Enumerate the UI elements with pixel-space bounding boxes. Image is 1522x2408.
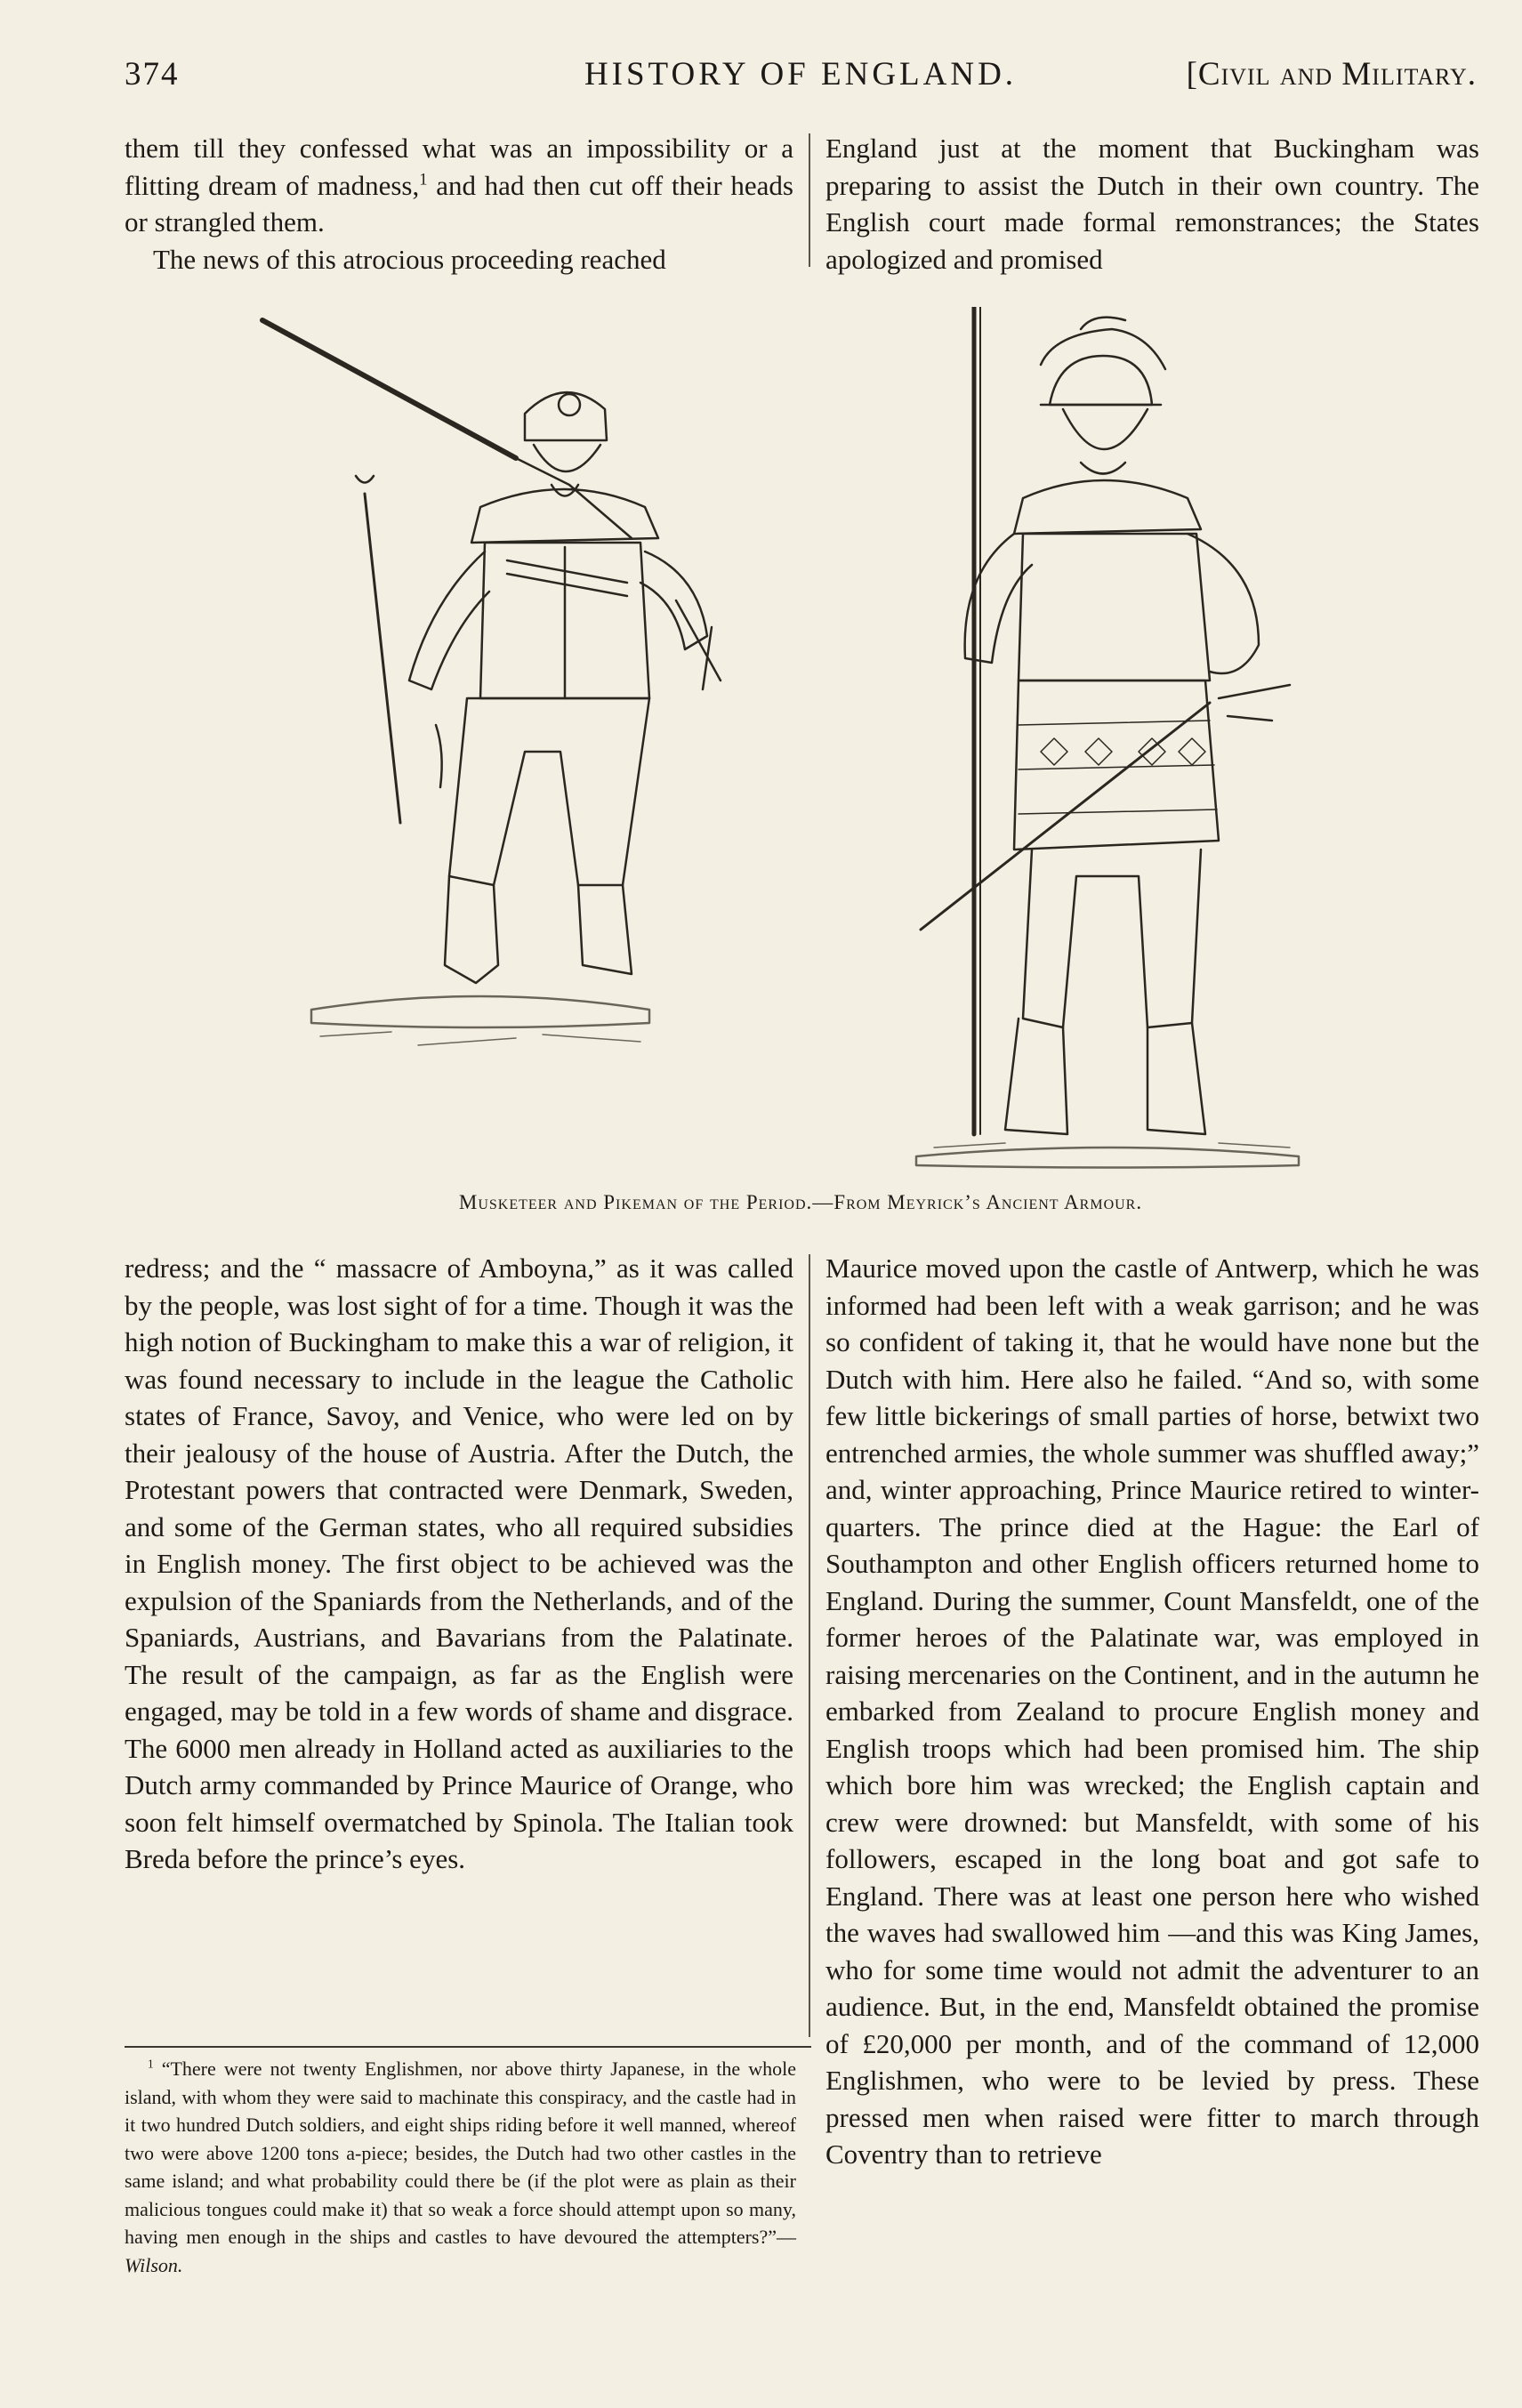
musket-icon xyxy=(262,320,516,458)
footnote-rule xyxy=(125,2046,811,2048)
paragraph xyxy=(125,130,793,241)
running-title: HISTORY OF ENGLAND. xyxy=(584,56,1018,93)
plume-icon xyxy=(1041,329,1165,369)
top-right-column xyxy=(825,130,1479,278)
footnote-number: 1 xyxy=(148,2057,154,2071)
paragraph-text: and had then cut off their heads or strangled them. xyxy=(125,169,793,238)
illustration xyxy=(258,307,1317,1170)
bottom-right-column xyxy=(825,1250,1479,2173)
bottom-left-column xyxy=(125,1250,793,1878)
collar-icon xyxy=(1014,480,1201,534)
helmet-icon xyxy=(525,392,607,440)
paragraph: redress; and the “ massacre of Amboyna,” as it was called by the people, was lost sight of for a time. Though it was the high notion of Buckingham to make this a war of religion, it was found necessary to include in the league the Catholic states of France, Savoy, and Venice, who were led on by their jealousy of the house of Austria. After the Dutch, the Protestant powers that contracted were Denmark, Sweden, and some of the German states, who all required subsidies in English money. The first object to be achieved was the expulsion of the Spaniards from the Netherlands, and of the Spaniards, Austrians, and Bavarians from the Palatinate. The result of the campaign, as far as the English were engaged, may be told in a few words of shame and disgrace. The 6000 men already in Holland acted as auxiliaries to the Dutch army commanded by Prince Maurice of Orange, who soon felt himself overmatched by Spinola. The Italian took Breda before the prince’s eyes. xyxy=(125,1252,793,1874)
pikeman-figure xyxy=(916,307,1299,1168)
section-title: [Civil and Military. xyxy=(1186,56,1477,93)
footnote xyxy=(125,2055,796,2279)
paragraph: The news of this atrocious proceeding reached xyxy=(153,243,666,275)
collar-icon xyxy=(471,489,658,543)
running-header xyxy=(125,55,1477,100)
helmet-icon xyxy=(1050,356,1152,405)
figure-caption: Musketeer and Pikeman of the Period.—From Meyrick’s Ancient Armour. xyxy=(458,1191,1143,1213)
paragraph-text: them till they confessed what was an impossibility or a flitting dream of madness, xyxy=(125,133,793,201)
footnote-attribution: Wilson. xyxy=(125,2253,183,2276)
column-rule xyxy=(809,1254,810,2037)
column-rule xyxy=(809,133,810,267)
page-number: 374 xyxy=(125,56,180,93)
paragraph: Maurice moved upon the castle of Antwerp, which he was informed had been left with a weak garrison; and he was so confident of taking it, that he would have none but the Dutch with him. Here also he failed. “And so, with some few little bickerings of small parties of horse, betwixt two entrenched armies, the whole summer was shuffled away;” and, winter approaching, Prince Maurice retired to winter-quarters. The prince died at the Hague: the Earl of Southampton and other English officers returned home to England. During the summer, Count Mansfeldt, one of the former heroes of the Palatinate war, was employed in raising mercenaries on the Continent, and in the autumn he embarked from Zealand to procure English money and English troops which had been promised him. The ship which bore him was wrecked; the English captain and crew were drowned: but Mansfeldt, with some of his followers, escaped in the long boat and got safe to England. There was at least one person here who wished the waves had swallowed him —and this was King James, who for some time would not admit the adventurer to an audience. But, in the end, Mansfeldt obtained the promise of £20,000 per month, and of the command of 12,000 Englishmen, who were to be levied by press. These pressed men when raised were fitter to march through Coventry than to retrieve xyxy=(825,1252,1479,2170)
top-left-column xyxy=(125,130,793,278)
footnote-text xyxy=(125,2055,796,2279)
musketeer-figure xyxy=(262,320,721,1045)
paragraph: England just at the moment that Buckingham was preparing to assist the Dutch in their own country. The English court made formal remonstrances; the States apologized and promised xyxy=(825,133,1479,275)
footnote-body: “There were not twenty Englishmen, nor above thirty Japanese, in the whole island, with whom they were said to machinate this conspiracy, and the castle had in it two hundred Dutch soldiers, and eight ships riding before it well manned, whereof two were above 1200 tons a-piece; besides, the Dutch had two other castles in the same island; and what probability could there be (if the plot were as plain as their malicious tongues could make it) that so weak a force should attempt upon so many, having men enough in the ships and castles to have devoured the attempters?”— xyxy=(125,2058,796,2248)
footnote-marker: 1 xyxy=(419,170,428,189)
